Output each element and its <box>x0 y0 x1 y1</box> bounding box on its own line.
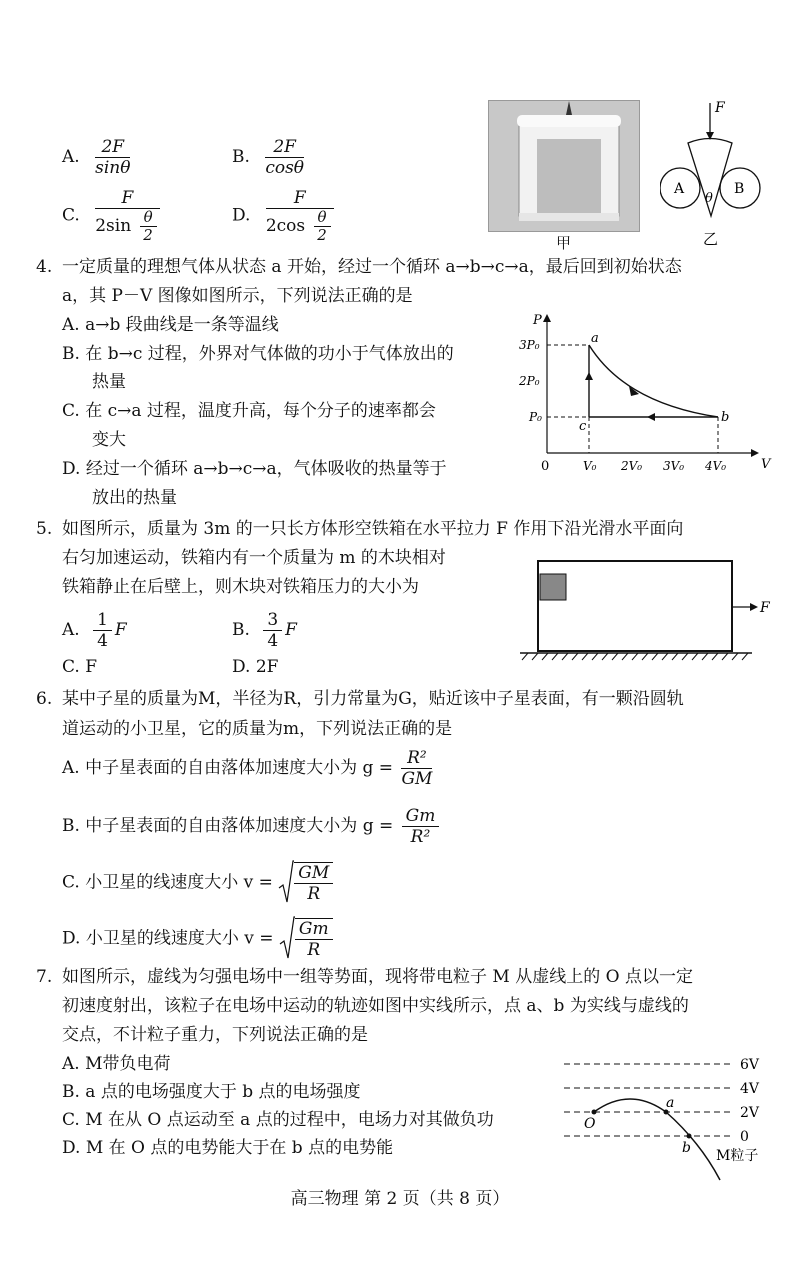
q6-option-b-fraction <box>402 806 440 847</box>
q4-stem-line-1: 一定质量的理想气体从状态 a 开始，经过一个循环 a→b→c→a，最后回到初始状态 <box>62 257 682 277</box>
q3-option-c-numerator: F <box>95 188 159 209</box>
q5-option-a-fraction <box>93 610 112 651</box>
q4-option-a: A. a→b 段曲线是一条等温线 <box>62 315 279 335</box>
q4-graph-x-tick-v0: V₀ <box>583 459 597 473</box>
q3-figure-yi-force-label: F <box>715 100 725 116</box>
q3-figure-jia-drawing <box>489 101 639 231</box>
q6-option-a-den: GM <box>401 769 433 789</box>
q7-stem-line-3: 交点，不计粒子重力，下列说法正确的是 <box>62 1025 368 1045</box>
q3-option-a-numerator: 2F <box>95 137 130 158</box>
q4-option-c-line-1: C. 在 c→a 过程，温度升高，每个分子的速率都会 <box>62 401 436 421</box>
q4-graph-x-tick-4v0: 4V₀ <box>705 459 727 473</box>
q3-option-c-theta-den: 2 <box>143 226 153 244</box>
q4-graph-x-label: V <box>761 457 771 472</box>
q5-option-b <box>232 610 297 651</box>
q7-figure-label-particle: M粒子 <box>716 1148 759 1164</box>
q7-figure-trajectory <box>594 1099 720 1180</box>
q5-stem-line-2: 右匀加速运动，铁箱内有一个质量为 m 的木块相对 <box>62 548 446 568</box>
q7-figure-label-6v: 6V <box>740 1057 760 1073</box>
q4-graph-y-tick-2p0: 2P₀ <box>519 374 540 388</box>
q4-option-d-line-1: D. 经过一个循环 a→b→c→a，气体吸收的热量等于 <box>62 459 447 479</box>
q5-option-d: D. 2F <box>232 657 279 677</box>
q4-graph-point-a: a <box>591 331 599 346</box>
q7-figure-equipotential <box>560 1052 785 1187</box>
q5-option-a-label: A. <box>62 620 80 640</box>
q7-figure-label-0v: 0 <box>740 1129 749 1145</box>
q7-figure-label-o: O <box>584 1116 596 1132</box>
q6-option-d-text: D. 小卫星的线速度大小 v = <box>62 928 274 949</box>
q3-option-c-label: C. <box>62 205 80 226</box>
q7-figure-label-4v: 4V <box>740 1081 760 1097</box>
q6-option-d <box>62 916 336 962</box>
q6-option-a <box>62 748 435 789</box>
q3-figure-jia-photo <box>488 100 640 232</box>
q5-option-b-label: B. <box>232 620 250 640</box>
q3-option-b <box>232 137 307 178</box>
q5-option-b-tail: F <box>285 620 297 640</box>
q4-graph-origin: 0 <box>541 459 550 474</box>
q7-option-a: A. M带负电荷 <box>62 1054 171 1074</box>
q7-option-d: D. M 在 O 点的电势能大于在 b 点的电势能 <box>62 1138 394 1158</box>
q3-figure-yi-a-label: A <box>674 181 685 197</box>
q6-option-d-num: Gm <box>295 919 333 940</box>
q5-option-a <box>62 610 127 651</box>
q6-option-d-fraction <box>295 918 333 960</box>
q4-number: 4. <box>36 257 53 277</box>
q7-number: 7. <box>36 967 53 987</box>
q6-option-a-text: A. 中子星表面的自由落体加速度大小为 g = <box>62 758 394 778</box>
q3-option-b-denominator: cosθ <box>265 158 305 178</box>
q3-option-d-theta-fraction <box>314 209 331 244</box>
q5-number: 5. <box>36 519 53 539</box>
q5-option-b-num: 3 <box>263 610 282 631</box>
q5-stem-line-3: 铁箱静止在后壁上，则木块对铁箱压力的大小为 <box>62 577 419 597</box>
q6-option-c-num: GM <box>294 863 333 884</box>
q4-graph-y-label: P <box>533 313 542 328</box>
q4-option-d-line-2: 放出的热量 <box>92 488 177 508</box>
q3-option-a-label: A. <box>62 147 80 167</box>
q3-figure-yi-theta-label: θ <box>705 191 713 206</box>
q4-graph-curve-ab <box>589 345 718 417</box>
q4-option-c-line-2: 变大 <box>92 430 126 450</box>
q5-option-a-den: 4 <box>97 631 108 651</box>
q3-figure-yi-caption: 乙 <box>703 230 719 248</box>
q7-stem-line-1: 如图所示，虚线为匀强电场中一组等势面，现将带电粒子 M 从虚线上的 O 点以一定 <box>62 967 693 987</box>
q6-option-b <box>62 806 442 847</box>
q3-option-d-label: D. <box>232 205 251 226</box>
q4-graph-point-b: b <box>721 410 730 425</box>
q4-graph-y-tick-3p0: 3P₀ <box>519 338 540 352</box>
q7-option-c: C. M 在从 O 点运动至 a 点的过程中，电场力对其做负功 <box>62 1110 494 1130</box>
q6-option-c <box>62 860 336 906</box>
q3-figure-jia-caption: 甲 <box>556 234 572 252</box>
q4-graph-x-tick-3v0: 3V₀ <box>663 459 685 473</box>
page-footer: 高三物理 第 2 页（共 8 页） <box>290 1189 510 1209</box>
q3-option-d-numerator: F <box>266 188 334 209</box>
q5-option-c: C. F <box>62 657 98 677</box>
q7-figure-label-2v: 2V <box>740 1105 760 1121</box>
q5-option-a-tail: F <box>114 620 127 640</box>
q3-option-d-denominator: 2cos <box>265 216 306 236</box>
q3-option-c-denominator: 2sin <box>95 216 132 236</box>
q6-option-c-den: R <box>307 884 321 904</box>
q6-stem-line-1: 某中子星的质量为M，半径为R，引力常量为G，贴近该中子星表面，有一颗沿圆轨 <box>62 689 684 709</box>
q3-option-d <box>232 188 337 244</box>
q3-figure-yi <box>660 98 770 248</box>
q5-option-b-fraction <box>263 610 282 651</box>
q3-option-a <box>62 137 133 178</box>
q6-number: 6. <box>36 689 53 709</box>
q4-graph-point-c: c <box>579 419 587 434</box>
q6-option-a-num: R² <box>401 748 432 769</box>
q3-option-a-denominator: sinθ <box>95 158 131 178</box>
q5-option-a-num: 1 <box>93 610 112 631</box>
q5-figure-box <box>538 561 732 651</box>
q4-graph-x-tick-2v0: 2V₀ <box>621 459 643 473</box>
q4-pv-graph <box>515 308 775 478</box>
q5-stem-line-1: 如图所示，质量为 3m 的一只长方体形空铁箱在水平拉力 F 作用下沿光滑水平面向 <box>62 519 684 539</box>
q3-option-a-fraction <box>95 137 130 178</box>
q3-option-c-theta-num: θ <box>140 209 157 227</box>
q4-option-b-line-1: B. 在 b→c 过程，外界对气体做的功小于气体放出的 <box>62 344 454 364</box>
q3-option-c-theta-fraction <box>140 209 157 244</box>
q6-option-a-fraction <box>401 748 432 789</box>
q5-figure-iron-box <box>518 556 778 666</box>
q6-option-c-sqrt <box>278 860 336 906</box>
q3-option-c-fraction <box>95 188 159 244</box>
q5-option-b-den: 4 <box>267 631 279 651</box>
q3-figure-yi-b-label: B <box>734 181 745 197</box>
q6-option-d-sqrt <box>279 916 336 962</box>
q5-figure-force-label: F <box>760 600 770 616</box>
q6-option-c-text: C. 小卫星的线速度大小 v = <box>62 872 273 893</box>
q7-option-b: B. a 点的电场强度大于 b 点的电场强度 <box>62 1082 361 1102</box>
q3-option-b-label: B. <box>232 147 250 167</box>
q7-figure-point-o <box>592 1110 597 1115</box>
q6-option-b-den: R² <box>410 827 431 847</box>
q3-option-c <box>62 188 163 244</box>
q3-option-d-theta-den: 2 <box>317 226 327 244</box>
q3-option-d-fraction <box>266 188 334 244</box>
q6-option-d-den: R <box>307 940 321 960</box>
q7-figure-label-a: a <box>666 1095 675 1111</box>
q4-graph-y-tick-p0: P₀ <box>529 410 542 424</box>
q3-option-d-theta-num: θ <box>314 209 331 227</box>
q7-figure-point-b <box>687 1134 692 1139</box>
q7-stem-line-2: 初速度射出，该粒子在电场中运动的轨迹如图中实线所示，点 a、b 为实线与虚线的 <box>62 996 689 1016</box>
q4-option-b-line-2: 热量 <box>92 372 126 392</box>
q6-option-b-text: B. 中子星表面的自由落体加速度大小为 g = <box>62 816 394 836</box>
q6-option-c-fraction <box>294 862 333 904</box>
q5-figure-wood-block <box>540 574 566 600</box>
q3-option-b-numerator: 2F <box>265 137 304 158</box>
q3-option-b-fraction <box>265 137 304 178</box>
q7-figure-label-b: b <box>682 1140 691 1156</box>
q4-stem-line-2: a，其 P－V 图像如图所示，下列说法正确的是 <box>62 286 413 306</box>
q6-option-b-num: Gm <box>402 806 440 827</box>
q6-stem-line-2: 道运动的小卫星，它的质量为m，下列说法正确的是 <box>62 719 453 739</box>
